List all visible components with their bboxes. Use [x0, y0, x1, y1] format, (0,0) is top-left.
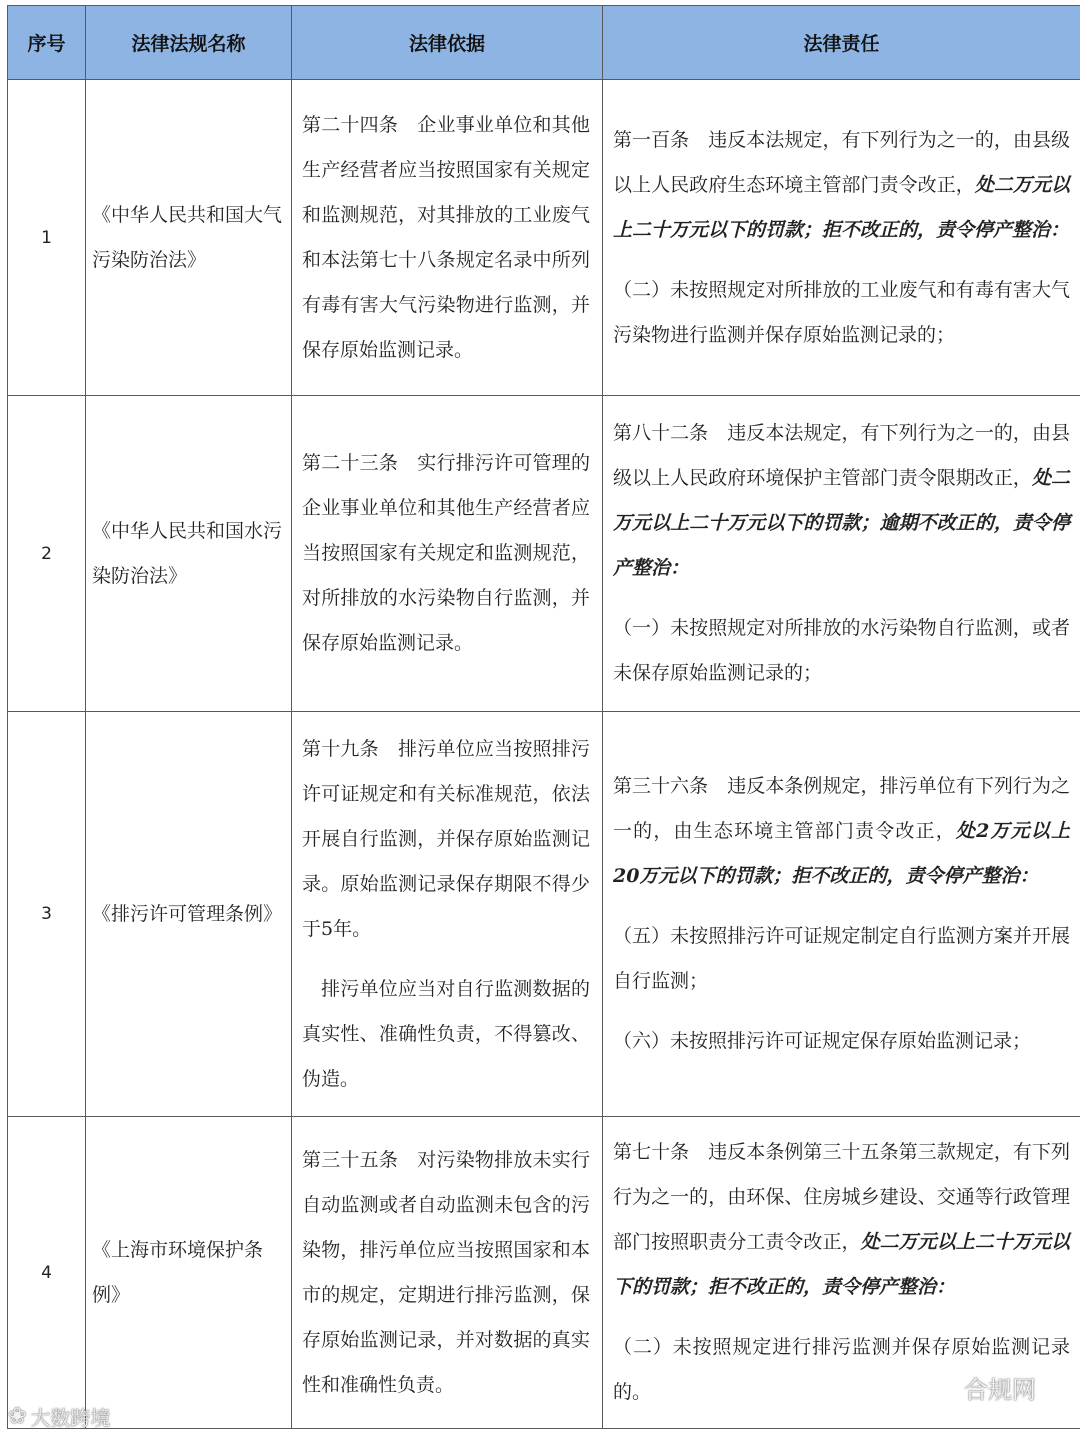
law-name: 《中华人民共和国大气污染防治法》	[86, 80, 292, 396]
logo-icon: ❀	[8, 1404, 27, 1429]
responsibility-item: （五）未按照排污许可证规定制定自行监测方案并开展自行监测；	[613, 925, 1070, 992]
responsibility-main	[613, 764, 1070, 899]
responsibility-main	[613, 411, 1070, 591]
basis-paragraph: 第三十五条 对污染物排放未实行自动监测或者自动监测未包含的污染物，排污单位应当按照国家和本市的规定，定期进行排污监测，保存原始监测记录，并对数据的真实性和准确性负责。	[302, 1148, 590, 1396]
watermark-left	[8, 1402, 110, 1431]
responsibility-item: （二）未按照规定进行排污监测并保存原始监测记录的。	[613, 1336, 1070, 1403]
legal-basis	[292, 712, 603, 1117]
table-header	[8, 6, 1080, 80]
responsibility-main	[613, 118, 1070, 253]
legal-basis	[292, 80, 603, 396]
wechat-icon	[928, 1372, 958, 1404]
table-row	[8, 712, 1080, 1117]
legal-responsibility	[603, 80, 1080, 396]
row-number: 1	[8, 80, 86, 396]
penalty-text: 处二万元以上二十万元以下的罚款；拒不改正的，责令停产整治：	[613, 173, 1070, 241]
responsibility-main	[613, 1130, 1070, 1310]
basis-paragraph: 第二十四条 企业事业单位和其他生产经营者应当按照国家有关规定和监测规范，对其排放的工业废气和本法第七十八条规定名录中所列有毒有害大气污染物进行监测，并保存原始监测记录。	[302, 113, 590, 361]
legal-responsibility	[603, 396, 1080, 712]
penalty-text: 处2万元以上20万元以下的罚款；拒不改正的，责令停产整治：	[613, 820, 1070, 887]
responsibility-text: 第七十条 违反本条例第三十五条第三款规定，有下列行为之一的，由环保、住房城乡建设、交通等行政管理部门按照职责分工责令改正，	[613, 1141, 1070, 1253]
law-name: 《上海市环境保护条例》	[86, 1117, 292, 1429]
header-no: 序号	[8, 6, 86, 80]
responsibility-text: 第三十六条 违反本条例规定，排污单位有下列行为之一的，由生态环境主管部门责令改正，	[613, 775, 1070, 842]
header-name: 法律法规名称	[86, 6, 292, 80]
law-table	[7, 5, 1080, 1429]
responsibility-text: 第八十二条 违反本法规定，有下列行为之一的，由县级以上人民政府环境保护主管部门责令限期改正，	[613, 422, 1070, 489]
watermark-right-text: 合规网	[964, 1376, 1036, 1404]
legal-basis	[292, 396, 603, 712]
responsibility-item: （一）未按照规定对所排放的水污染物自行监测，或者未保存原始监测记录的；	[613, 617, 1070, 684]
header-basis: 法律依据	[292, 6, 603, 80]
law-name: 《排污许可管理条例》	[86, 712, 292, 1117]
table-row	[8, 1117, 1080, 1429]
responsibility-item: （六）未按照排污许可证规定保存原始监测记录；	[613, 1030, 1032, 1052]
basis-paragraph: 排污单位应当对自行监测数据的真实性、准确性负责，不得篡改、伪造。	[302, 977, 590, 1090]
header-responsibility: 法律责任	[603, 6, 1080, 80]
legal-basis	[292, 1117, 603, 1429]
penalty-text: 处二万元以上二十万元以下的罚款；逾期不改正的，责令停产整治：	[613, 467, 1070, 579]
law-name: 《中华人民共和国水污染防治法》	[86, 396, 292, 712]
watermark-right	[928, 1370, 1036, 1405]
responsibility-text: 第一百条 违反本法规定，有下列行为之一的，由县级以上人民政府生态环境主管部门责令改正，	[613, 128, 1070, 196]
table-row	[8, 396, 1080, 712]
penalty-text: 处二万元以上二十万元以下的罚款；拒不改正的，责令停产整治：	[613, 1231, 1070, 1298]
legal-responsibility	[603, 712, 1080, 1117]
basis-paragraph: 第十九条 排污单位应当按照排污许可证规定和有关标准规范，依法开展自行监测，并保存原始监测记录。原始监测记录保存期限不得少于5年。	[302, 737, 590, 940]
watermark-left-text: 大数跨境	[30, 1406, 111, 1430]
row-number: 3	[8, 712, 86, 1117]
table-row	[8, 80, 1080, 396]
basis-paragraph: 第二十三条 实行排污许可管理的企业事业单位和其他生产经营者应当按照国家有关规定和监测规范，对所排放的水污染物自行监测，并保存原始监测记录。	[302, 452, 590, 654]
row-number: 4	[8, 1117, 86, 1429]
row-number: 2	[8, 396, 86, 712]
responsibility-item: （二）未按照规定对所排放的工业废气和有毒有害大气污染物进行监测并保存原始监测记录的；	[613, 278, 1070, 346]
